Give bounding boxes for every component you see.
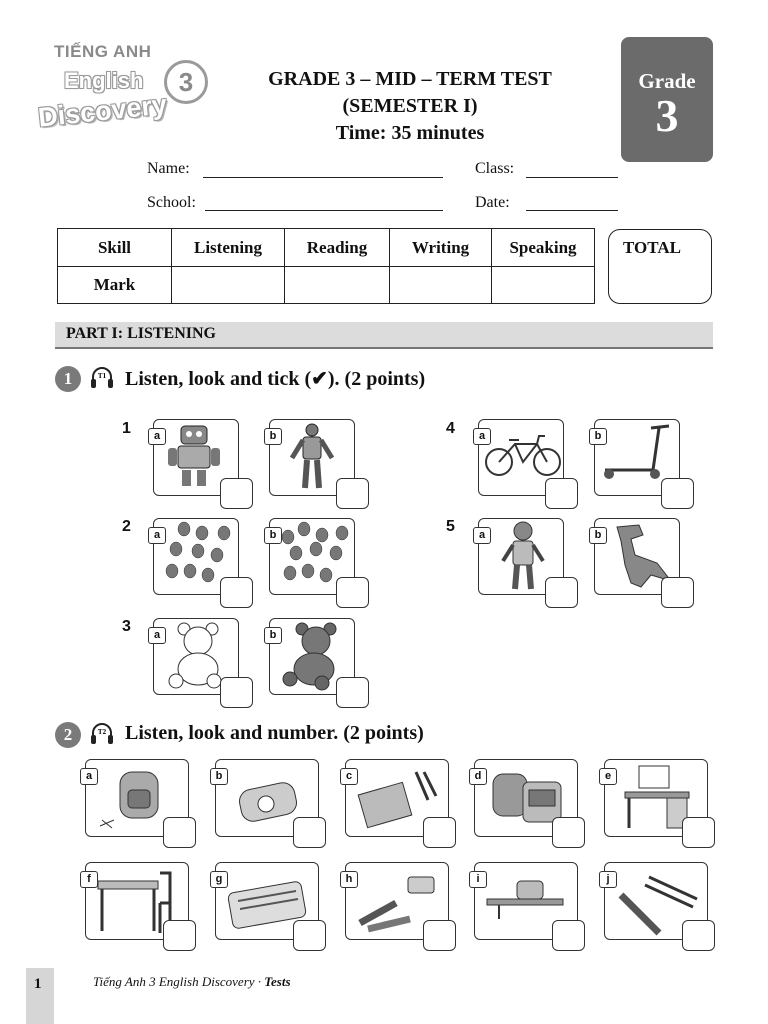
q5-b-tick-box[interactable]: [661, 577, 694, 608]
grade-label: Grade: [638, 69, 696, 93]
class-field[interactable]: [526, 176, 618, 178]
page-number-tab: [26, 968, 54, 1024]
ex2-d-number-box[interactable]: [552, 817, 585, 848]
option-label: b: [264, 527, 282, 544]
footer-tests: Tests: [264, 974, 291, 989]
test-title: [230, 66, 590, 147]
total-label: TOTAL: [623, 238, 681, 257]
ex2-f-number-box[interactable]: [163, 920, 196, 951]
footer-book-title: Tiếng Anh 3 English Discovery ·: [93, 974, 265, 989]
item-letter: f: [80, 871, 98, 888]
date-label: Date:: [475, 194, 510, 211]
item-letter: a: [80, 768, 98, 785]
option-label: a: [148, 428, 166, 445]
item-letter: d: [469, 768, 487, 785]
header-reading: Reading: [285, 229, 390, 267]
class-label: Class:: [475, 160, 515, 177]
q3-a-tick-box[interactable]: [220, 677, 253, 708]
logo: [34, 40, 214, 140]
exercise-1-instruction: Listen, look and tick (✔). (2 points): [125, 368, 426, 390]
title-line-2: (SEMESTER I): [342, 95, 478, 117]
item-letter: i: [469, 871, 487, 888]
mark-speaking-cell[interactable]: [492, 267, 595, 304]
q1-a-tick-box[interactable]: [220, 478, 253, 509]
ex2-item-h-crayons-eraser[interactable]: [345, 862, 449, 940]
item-letter: j: [599, 871, 617, 888]
q4-a-tick-box[interactable]: [545, 478, 578, 509]
q3-b-tick-box[interactable]: [336, 677, 369, 708]
row-label-mark: Mark: [58, 267, 172, 304]
ex2-e-number-box[interactable]: [682, 817, 715, 848]
name-field[interactable]: [203, 176, 443, 178]
date-field[interactable]: [526, 209, 618, 211]
question-4-number: 4: [446, 420, 455, 437]
exercise-1-badge: 1: [55, 366, 81, 392]
q4-option-b-scooter[interactable]: [594, 419, 680, 496]
track-1-label: T1: [97, 372, 107, 380]
logo-top-text: TIẾNG ANH: [54, 42, 152, 61]
headphones-icon: [89, 721, 115, 747]
ex2-item-a-backpack[interactable]: [85, 759, 189, 837]
ex2-item-f-desk-chair[interactable]: [85, 862, 189, 940]
school-label: School:: [147, 194, 196, 211]
header-writing: Writing: [390, 229, 492, 267]
q1-b-tick-box[interactable]: [336, 478, 369, 509]
exercise-2-instruction: Listen, look and number. (2 points): [125, 722, 424, 744]
name-label: Name:: [147, 160, 190, 177]
option-label: a: [473, 428, 491, 445]
q2-a-tick-box[interactable]: [220, 577, 253, 608]
ex2-i-number-box[interactable]: [552, 920, 585, 951]
ex2-item-e-computer-desk[interactable]: [604, 759, 708, 837]
header-skill: Skill: [58, 229, 172, 267]
logo-discovery-text: Discovery: [36, 89, 169, 133]
title-line-1: GRADE 3 – MID – TERM TEST: [268, 68, 552, 90]
question-2-number: 2: [122, 518, 131, 535]
part-header: [55, 322, 713, 349]
ex2-b-number-box[interactable]: [293, 817, 326, 848]
option-label: a: [148, 627, 166, 644]
q5-option-a-doll[interactable]: [478, 518, 564, 595]
ex2-item-g-pencil-case-open[interactable]: [215, 862, 319, 940]
question-3-number: 3: [122, 618, 131, 635]
option-label: b: [264, 627, 282, 644]
item-letter: b: [210, 768, 228, 785]
total-box[interactable]: [608, 229, 712, 304]
headphones-icon: [89, 365, 115, 391]
item-letter: c: [340, 768, 358, 785]
ex2-item-i-shelf[interactable]: [474, 862, 578, 940]
page-number: 1: [34, 976, 42, 992]
mark-writing-cell[interactable]: [390, 267, 492, 304]
q2-option-a-balloons[interactable]: [153, 518, 239, 595]
q4-option-a-bicycle[interactable]: [478, 419, 564, 496]
q2-b-tick-box[interactable]: [336, 577, 369, 608]
question-5-number: 5: [446, 518, 455, 535]
header-listening: Listening: [172, 229, 285, 267]
q4-b-tick-box[interactable]: [661, 478, 694, 509]
q1-option-a-robot[interactable]: [153, 419, 239, 496]
grade-box: [621, 37, 713, 162]
question-1-number: 1: [122, 420, 131, 437]
mark-listening-cell[interactable]: [172, 267, 285, 304]
ex2-h-number-box[interactable]: [423, 920, 456, 951]
ex2-item-b-pencil-case[interactable]: [215, 759, 319, 837]
ex2-item-d-school-bag[interactable]: [474, 759, 578, 837]
school-field[interactable]: [205, 209, 443, 211]
exercise-2-badge: 2: [55, 722, 81, 748]
ex2-c-number-box[interactable]: [423, 817, 456, 848]
ex2-item-j-pencils-ruler[interactable]: [604, 862, 708, 940]
q5-option-b-dinosaur[interactable]: [594, 518, 680, 595]
ex2-item-c-book-pens[interactable]: [345, 759, 449, 837]
item-letter: h: [340, 871, 358, 888]
logo-grade-number: 3: [164, 60, 208, 104]
ex2-g-number-box[interactable]: [293, 920, 326, 951]
header-speaking: Speaking: [492, 229, 595, 267]
logo-english-text: English: [64, 68, 144, 93]
footer-text: [93, 974, 291, 990]
option-label: a: [148, 527, 166, 544]
q3-option-a-teddy-bear[interactable]: [153, 618, 239, 695]
ex2-a-number-box[interactable]: [163, 817, 196, 848]
q1-option-b-robot[interactable]: [269, 419, 355, 496]
grade-number: 3: [655, 90, 679, 141]
item-letter: g: [210, 871, 228, 888]
marks-table: [57, 228, 595, 304]
part-title: PART I: LISTENING: [66, 325, 216, 342]
option-label: b: [264, 428, 282, 445]
q2-option-b-balloons[interactable]: [269, 518, 355, 595]
mark-reading-cell[interactable]: [285, 267, 390, 304]
q5-a-tick-box[interactable]: [545, 577, 578, 608]
option-label: b: [589, 428, 607, 445]
item-letter: e: [599, 768, 617, 785]
option-label: b: [589, 527, 607, 544]
option-label: a: [473, 527, 491, 544]
track-2-label: T2: [97, 728, 107, 736]
title-line-3: Time: 35 minutes: [335, 122, 485, 144]
q3-option-b-teddy-bear[interactable]: [269, 618, 355, 695]
ex2-j-number-box[interactable]: [682, 920, 715, 951]
